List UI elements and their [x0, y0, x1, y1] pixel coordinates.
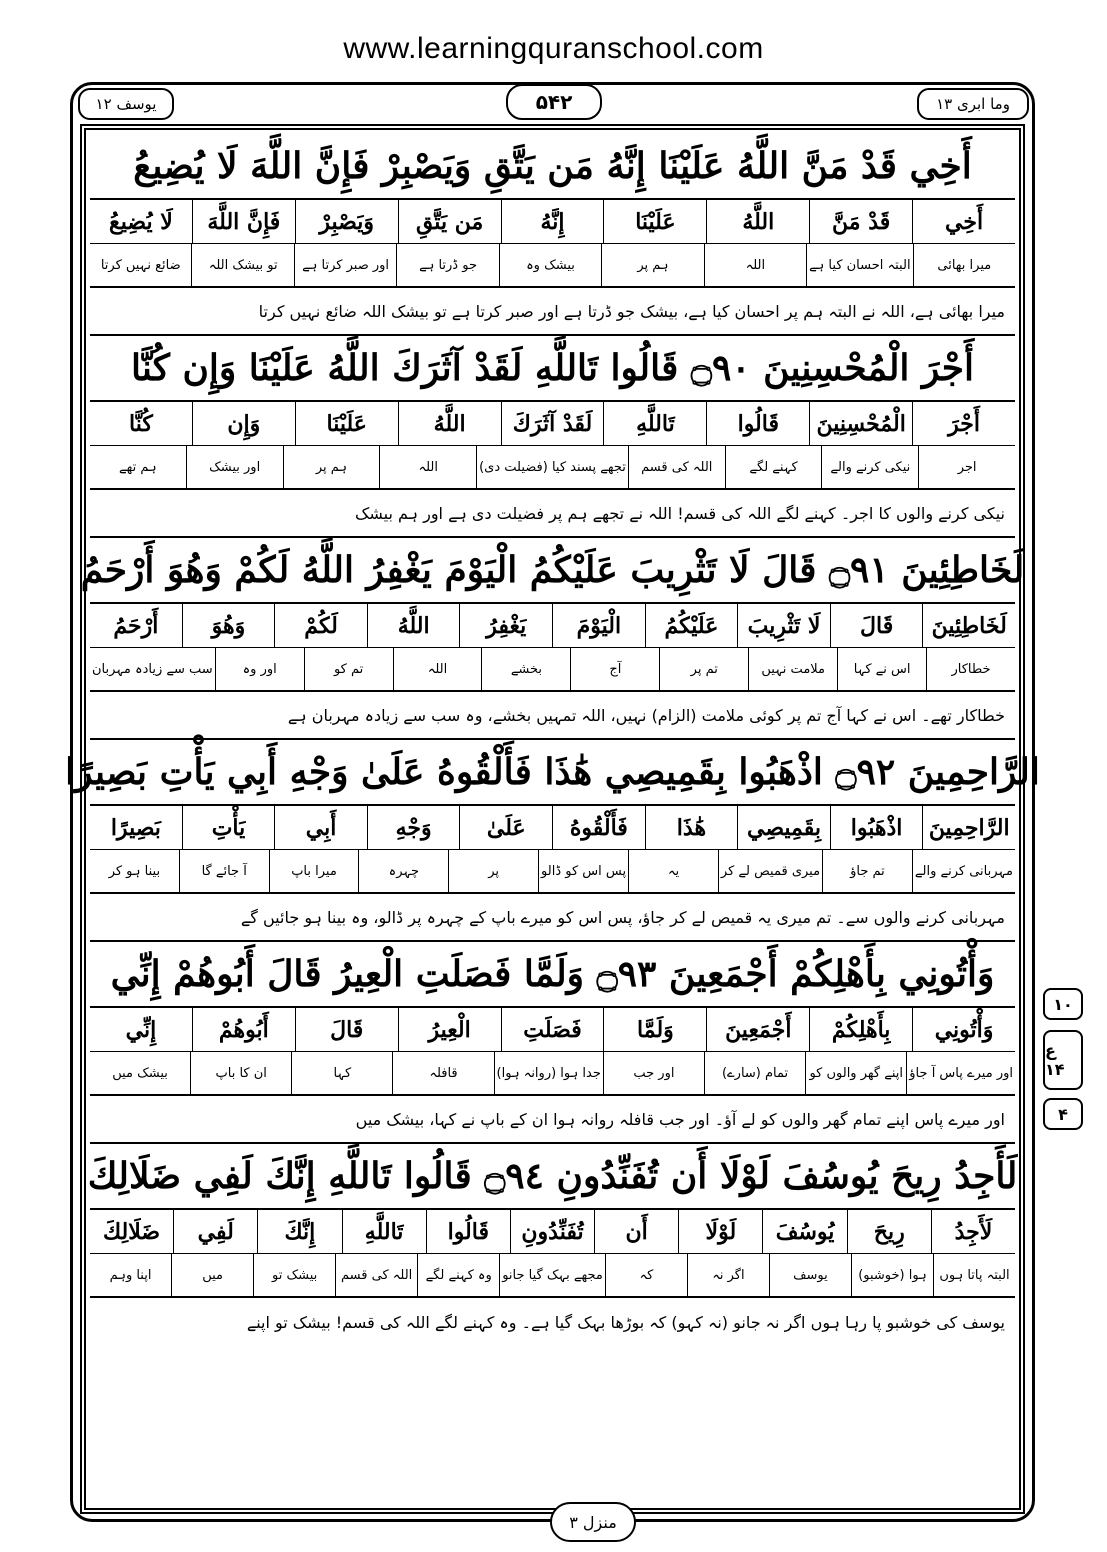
- urdu-meaning-cell: اجر: [918, 446, 1015, 488]
- urdu-meaning-cell: بیشک تو: [253, 1254, 335, 1296]
- urdu-meaning-cell: اللہ: [393, 648, 482, 690]
- urdu-meaning-cell: مہربانی کرنے والے: [912, 850, 1015, 892]
- urdu-translation-line: اور میرے پاس اپنے تمام گھر والوں کو لے آؤ۔ اور جب قافلہ روانہ ہوا ان کے باپ نے کہا، بیشک میں: [90, 1096, 1015, 1144]
- arabic-word-cell: كُنَّا: [129, 410, 153, 437]
- side-marker-bottom: ۴: [1043, 1098, 1083, 1130]
- urdu-meaning-cell: اور صبر کرتا ہے: [294, 244, 396, 286]
- urdu-meaning-cell: میرا باپ: [269, 850, 359, 892]
- arabic-word-cell: الْيَوْمَ: [552, 604, 645, 647]
- urdu-meaning-cell: تم جاؤ: [822, 850, 912, 892]
- urdu-meaning-cell: اور میرے پاس آ جاؤ: [906, 1052, 1015, 1094]
- arabic-word-cell: وَيَصْبِرْ: [295, 200, 398, 243]
- urdu-meaning-cell: اور جب: [603, 1052, 704, 1094]
- urdu-translation-line: خطاکار تھے۔ اس نے کہا آج تم پر کوئی ملامت (الزام) نہیں، اللہ تمہیں بخشے، وہ سب سے زیادہ مہربان ہے: [90, 692, 1015, 740]
- urdu-meaning-cell: سب سے زیادہ مہربان: [91, 661, 213, 677]
- arabic-word-cell: وَهُوَ: [182, 604, 275, 647]
- arabic-verse-line: لَخَاطِئِينَ ۝٩١ قَالَ لَا تَثْرِيبَ عَلَيْكُمُ الْيَوْمَ يَغْفِرُ اللَّهُ لَكُمْ وَهُوَ أَرْحَمُ: [90, 538, 1015, 604]
- verse-section: [90, 134, 1015, 336]
- urdu-meaning-cell: جو ڈرتا ہے: [396, 244, 498, 286]
- urdu-meaning-cell: ہم پر: [283, 446, 380, 488]
- urdu-meaning-cell: تو بیشک اللہ: [191, 244, 293, 286]
- urdu-meaning-cell: اللہ: [704, 244, 806, 286]
- word-meaning-row: [90, 1052, 1015, 1096]
- arabic-word-cell: وَلَمَّا: [603, 1008, 706, 1051]
- urdu-meaning-cell: ان کا باپ: [190, 1052, 291, 1094]
- urdu-meaning-cell: تم پر: [659, 648, 748, 690]
- urdu-meaning-cell: اور بیشک: [186, 446, 283, 488]
- urdu-meaning-cell: اللہ کی قسم: [335, 1254, 417, 1296]
- urdu-translation-line: مہربانی کرنے والوں سے۔ تم میری یہ قمیص لے کر جاؤ، پس اس کو میرے باپ کے چہرہ پر ڈالو، وہ بینا ہو جائیں گے: [90, 894, 1015, 942]
- urdu-meaning-cell: پس اس کو ڈالو: [538, 850, 628, 892]
- word-meaning-row: [90, 244, 1015, 288]
- urdu-meaning-cell: بیشک میں: [112, 1065, 168, 1081]
- urdu-meaning-cell: اس نے کہا: [837, 648, 926, 690]
- arabic-word-cell: أَن: [594, 1210, 678, 1253]
- manzil-label: منزل ۳: [550, 1502, 636, 1542]
- arabic-verse-line: الرَّاحِمِينَ ۝٩٢ اذْهَبُوا بِقَمِيصِي هَٰذَا فَأَلْقُوهُ عَلَىٰ وَجْهِ أَبِي يَأْتِ بَصِيرًا: [90, 740, 1015, 806]
- arabic-word-cell: أَجْرَ: [912, 402, 1015, 445]
- urdu-meaning-cell: میری قمیص لے کر: [718, 850, 822, 892]
- word-breakdown-row: [90, 604, 1015, 648]
- arabic-word-cell: لَا يُضِيعُ: [109, 208, 173, 235]
- urdu-meaning-cell: کہا: [291, 1052, 392, 1094]
- urdu-meaning-cell: بخشے: [481, 648, 570, 690]
- arabic-word-cell: رِيحَ: [847, 1210, 931, 1253]
- urdu-meaning-cell: آ جائے گا: [179, 850, 269, 892]
- urdu-meaning-cell: بیشک وہ: [499, 244, 601, 286]
- arabic-verse-line: لَأَجِدُ رِيحَ يُوسُفَ لَوْلَا أَن تُفَنِّدُونِ ۝٩٤ قَالُوا تَاللَّهِ إِنَّكَ لَفِي ضَلَالِكَ: [90, 1144, 1015, 1210]
- verse-section: [87, 1144, 1018, 1346]
- arabic-word-cell: فَإِنَّ اللَّهَ: [192, 200, 295, 243]
- verse-section: [80, 538, 1025, 740]
- arabic-verse-line: أَجْرَ الْمُحْسِنِينَ ۝٩٠ قَالُوا تَاللَّهِ لَقَدْ آثَرَكَ اللَّهُ عَلَيْنَا وَإِن كُنَّا: [90, 336, 1015, 402]
- juz-label: وما ابری ۱۳: [917, 88, 1029, 120]
- urdu-meaning-cell: قافلہ: [392, 1052, 493, 1094]
- urdu-meaning-cell: خطاکار: [926, 648, 1015, 690]
- urdu-meaning-cell: کہنے لگے: [725, 446, 822, 488]
- arabic-word-cell: وَإِن: [192, 402, 295, 445]
- arabic-word-cell: إِنَّهُ: [501, 200, 604, 243]
- arabic-word-cell: إِنَّكَ: [257, 1210, 341, 1253]
- arabic-word-cell: تَاللَّهِ: [603, 402, 706, 445]
- page-content: [65, 134, 1040, 1504]
- arabic-word-cell: لَأَجِدُ: [931, 1210, 1015, 1253]
- arabic-word-cell: أَبِي: [274, 806, 367, 849]
- arabic-word-cell: بِقَمِيصِي: [737, 806, 830, 849]
- side-marker-top: ۱۰: [1043, 988, 1083, 1020]
- urdu-meaning-cell: جدا ہوا (روانہ ہوا): [494, 1052, 603, 1094]
- arabic-word-cell: تُفَنِّدُونِ: [510, 1210, 594, 1253]
- urdu-translation-line: میرا بھائی ہے، اللہ نے البتہ ہم پر احسان کیا ہے، بیشک جو ڈرتا ہے اور صبر کرتا ہے تو بیشک اللہ ضائع نہیں کرتا: [90, 288, 1015, 336]
- urdu-meaning-cell: البتہ احسان کیا ہے: [806, 244, 913, 286]
- arabic-word-cell: يَأْتِ: [182, 806, 275, 849]
- arabic-word-cell: لَفِي: [173, 1210, 257, 1253]
- arabic-word-cell: فَصَلَتِ: [501, 1008, 604, 1051]
- arabic-word-cell: قَالَ: [830, 604, 923, 647]
- urdu-meaning-cell: ہم پر: [601, 244, 703, 286]
- arabic-word-cell: عَلَيْكُمُ: [645, 604, 738, 647]
- arabic-word-cell: بِأَهْلِكُمْ: [809, 1008, 912, 1051]
- verse-section: [90, 942, 1015, 1144]
- arabic-word-cell: أَبُوهُمْ: [192, 1008, 295, 1051]
- word-breakdown-row: [90, 1210, 1015, 1254]
- urdu-meaning-cell: اگر نہ: [687, 1254, 769, 1296]
- verse-section: [90, 336, 1015, 538]
- urdu-meaning-cell: بینا ہو کر: [108, 863, 161, 879]
- urdu-meaning-cell: اللہ: [379, 446, 476, 488]
- urdu-meaning-cell: نیکی کرنے والے: [821, 446, 918, 488]
- urdu-meaning-cell: کہ: [605, 1254, 687, 1296]
- surah-label: یوسف ۱۲: [78, 88, 174, 120]
- arabic-word-cell: لَوْلَا: [678, 1210, 762, 1253]
- arabic-word-cell: أَخِي: [912, 200, 1015, 243]
- urdu-meaning-cell: چہرہ: [358, 850, 448, 892]
- arabic-word-cell: أَجْمَعِينَ: [706, 1008, 809, 1051]
- urdu-meaning-cell: ضائع نہیں کرتا: [100, 257, 181, 273]
- urdu-translation-line: یوسف کی خوشبو پا رہا ہوں اگر نہ جانو (نہ کہو) کہ بوڑھا بہک گیا ہے۔ وہ کہنے لگے اللہ کی قسم! بیشک تو اپنے: [246, 1312, 1005, 1332]
- urdu-meaning-cell: ہم تھے: [119, 459, 157, 475]
- page-number: ۵۴۲: [506, 84, 602, 120]
- arabic-word-cell: قَالَ: [295, 1008, 398, 1051]
- arabic-word-cell: بَصِيرًا: [110, 814, 161, 841]
- arabic-word-cell: وَأْتُونِي: [912, 1008, 1015, 1051]
- arabic-word-cell: إِنِّي: [125, 1016, 157, 1043]
- urdu-meaning-cell: یوسف: [769, 1254, 851, 1296]
- urdu-meaning-cell: ملامت نہیں: [748, 648, 837, 690]
- urdu-meaning-cell: اپنے گھر والوں کو: [805, 1052, 906, 1094]
- arabic-word-cell: عَلَىٰ: [459, 806, 552, 849]
- arabic-word-cell: الرَّاحِمِينَ: [922, 806, 1015, 849]
- urdu-meaning-cell: اللہ کی قسم: [628, 446, 725, 488]
- arabic-verse-line: وَأْتُونِي بِأَهْلِكُمْ أَجْمَعِينَ ۝٩٣ وَلَمَّا فَصَلَتِ الْعِيرُ قَالَ أَبُوهُمْ إِنِّي: [90, 942, 1015, 1008]
- arabic-word-cell: اذْهَبُوا: [830, 806, 923, 849]
- urdu-meaning-cell: تم کو: [304, 648, 393, 690]
- arabic-word-cell: ضَلَالِكَ: [103, 1218, 161, 1245]
- arabic-word-cell: وَجْهِ: [367, 806, 460, 849]
- arabic-word-cell: فَأَلْقُوهُ: [552, 806, 645, 849]
- word-meaning-row: [90, 850, 1015, 894]
- urdu-meaning-cell: اپنا وہم: [109, 1267, 152, 1283]
- arabic-word-cell: مَن يَتَّقِ: [398, 200, 501, 243]
- urdu-meaning-cell: میرا بھائی: [913, 244, 1015, 286]
- word-breakdown-row: [90, 200, 1015, 244]
- arabic-word-cell: تَاللَّهِ: [342, 1210, 426, 1253]
- urdu-meaning-cell: میں: [171, 1254, 253, 1296]
- urdu-meaning-cell: پر: [448, 850, 538, 892]
- word-breakdown-row: [90, 806, 1015, 850]
- arabic-word-cell: لَخَاطِئِينَ: [922, 604, 1015, 647]
- arabic-word-cell: الْعِيرُ: [398, 1008, 501, 1051]
- word-meaning-row: [90, 1254, 1015, 1298]
- arabic-word-cell: قَدْ مَنَّ: [809, 200, 912, 243]
- arabic-word-cell: اللَّهُ: [398, 402, 501, 445]
- arabic-word-cell: يَغْفِرُ: [459, 604, 552, 647]
- arabic-word-cell: قَالُوا: [426, 1210, 510, 1253]
- urdu-meaning-cell: تجھے پسند کیا (فضیلت دی): [476, 446, 628, 488]
- arabic-word-cell: عَلَيْنَا: [603, 200, 706, 243]
- arabic-word-cell: اللَّهُ: [706, 200, 809, 243]
- arabic-word-cell: لَا تَثْرِيبَ: [737, 604, 830, 647]
- side-marker-ruku: ع ۱۴: [1043, 1030, 1083, 1090]
- arabic-word-cell: أَرْحَمُ: [113, 612, 159, 639]
- urdu-meaning-cell: آج: [570, 648, 659, 690]
- urdu-translation-line: نیکی کرنے والوں کا اجر۔ کہنے لگے اللہ کی قسم! اللہ نے تجھے ہم پر فضیلت دی ہے اور ہم بیشک: [90, 490, 1015, 538]
- verse-section: [65, 740, 1040, 942]
- arabic-verse-line: أَخِي قَدْ مَنَّ اللَّهُ عَلَيْنَا إِنَّهُ مَن يَتَّقِ وَيَصْبِرْ فَإِنَّ اللَّهَ لَا يُضِيعُ: [90, 134, 1015, 200]
- urdu-meaning-cell: مجھے بہک گیا جانو: [499, 1254, 605, 1296]
- word-meaning-row: [90, 648, 1015, 692]
- urdu-meaning-cell: تمام (سارے): [704, 1052, 805, 1094]
- urdu-meaning-cell: اور وہ: [215, 648, 304, 690]
- arabic-word-cell: قَالُوا: [706, 402, 809, 445]
- arabic-word-cell: الْمُحْسِنِينَ: [809, 402, 912, 445]
- urdu-meaning-cell: البتہ پاتا ہوں: [933, 1254, 1015, 1296]
- word-breakdown-row: [90, 1008, 1015, 1052]
- website-url: www.learningquranschool.com: [343, 32, 764, 65]
- word-meaning-row: [90, 446, 1015, 490]
- word-breakdown-row: [90, 402, 1015, 446]
- arabic-word-cell: عَلَيْنَا: [295, 402, 398, 445]
- arabic-word-cell: يُوسُفَ: [762, 1210, 846, 1253]
- arabic-word-cell: اللَّهُ: [367, 604, 460, 647]
- urdu-meaning-cell: وہ کہنے لگے: [417, 1254, 499, 1296]
- arabic-word-cell: لَقَدْ آثَرَكَ: [501, 402, 604, 445]
- urdu-meaning-cell: ہوا (خوشبو): [851, 1254, 933, 1296]
- arabic-word-cell: لَكُمْ: [274, 604, 367, 647]
- arabic-word-cell: هَٰذَا: [645, 806, 738, 849]
- urdu-meaning-cell: یہ: [628, 850, 718, 892]
